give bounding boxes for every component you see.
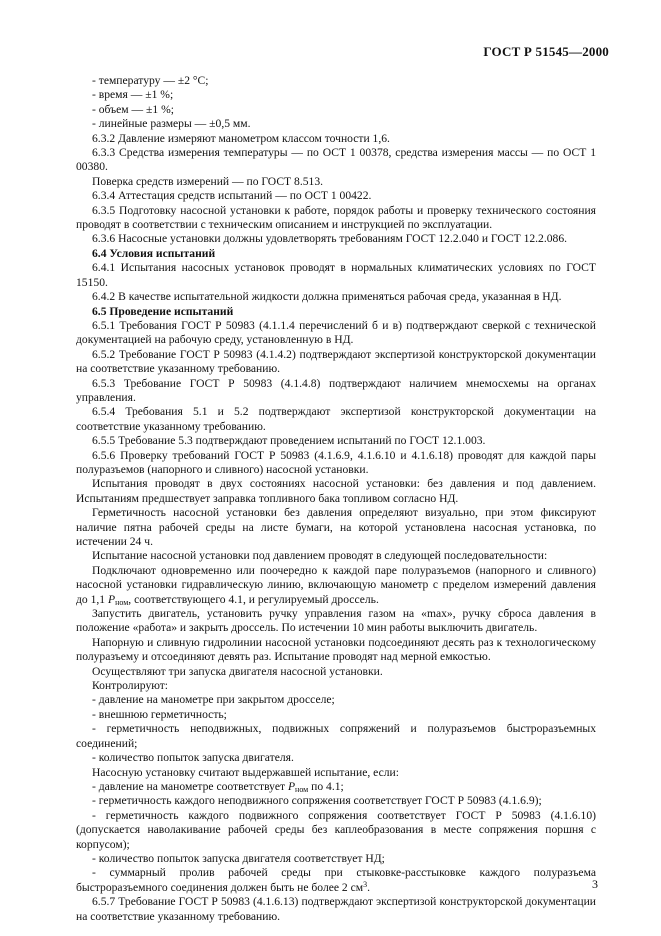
- clause-6-3-4: 6.3.4 Аттестация средств испытаний — по ОСТ 1 00422.: [92, 189, 372, 203]
- criteria-item: [76, 780, 596, 794]
- pressure-symbol: P: [287, 779, 296, 793]
- clause-6-5-6: 6.5.6 Проверку требований ГОСТ Р 50983 (4.1.6.9, 4.1.6.10 и 4.1.6.18) проводят для каждой пары полуразъемов (напорного и сливного) насосной установки.: [76, 448, 596, 476]
- section-heading-6-5: 6.5 Проведение испытаний: [92, 304, 234, 318]
- page-number: 3: [592, 877, 598, 891]
- connection-paragraph: [76, 564, 596, 607]
- criteria-text: - давление на манометре соответствует: [92, 779, 286, 793]
- standard-header: ГОСТ Р 51545—2000: [483, 44, 609, 59]
- control-intro: Контролируют:: [92, 679, 169, 693]
- pressure-subscript: ном: [115, 597, 129, 607]
- hydroline-paragraph: Напорную и сливную гидролинии насосной установки подсоединяют десять раз к технологическому полуразъему и отсоединяют девять раз. Испытание проводят над мерной емкостью.: [76, 635, 596, 664]
- pressure-subscript: ном: [295, 784, 309, 794]
- connection-text: Подключают одновременно или поочередно к каждой паре полуразъемов (напорного и сливного) насосной установки гидравлическую линию, включающую манометр с пределом измерений давления до 1,1: [76, 563, 596, 606]
- clause-6-5-5: 6.5.5 Требование 5.3 подтверждают проведением испытаний по ГОСТ 12.1.003.: [92, 434, 486, 448]
- criteria-item: - количество попыток запуска двигателя соответствует НД;: [92, 851, 385, 865]
- calibration-note: Поверка средств измерений — по ГОСТ 8.513.: [92, 174, 324, 188]
- clause-6-3-6: 6.3.6 Насосные установки должны удовлетворять требованиям ГОСТ 12.2.040 и ГОСТ 12.2.086.: [92, 232, 568, 246]
- tolerance-item: - температуру — ±2 °С;: [92, 74, 209, 87]
- tolerance-item: - линейные размеры — ±0,5 мм.: [92, 117, 251, 131]
- clause-6-4-1: 6.4.1 Испытания насосных установок проводят в нормальных климатических условиях по ГОСТ 15150.: [76, 261, 596, 289]
- clause-6-3-2: 6.3.2 Давление измеряют манометром классом точности 1,6.: [92, 131, 390, 145]
- engine-start-paragraph: Запустить двигатель, установить ручку управления газом на «max», ручку сброса давления в положение «работа» и закрыть дроссель. По истечении 10 мин работы выключить двигатель.: [76, 607, 596, 635]
- spill-text-end: .: [367, 880, 370, 894]
- engine-launch-paragraph: Осуществляют три запуска двигателя насосной установки.: [92, 664, 383, 678]
- clause-6-5-7: 6.5.7 Требование ГОСТ Р 50983 (4.1.6.13) подтверждают экспертизой конструкторской документации на соответствие указанному требованию.: [76, 895, 596, 923]
- control-item: - внешнюю герметичность;: [92, 707, 227, 721]
- clause-6-3-5: 6.3.5 Подготовку насосной установки к работе, порядок работы и проверку технического состояния проводят в соответствии с техническим описанием и инструкцией по эксплуатации.: [76, 203, 596, 232]
- clause-6-5-4: 6.5.4 Требования 5.1 и 5.2 подтверждают экспертизой конструкторской документации на соответствие указанному требованию.: [76, 405, 596, 433]
- criteria-intro: Насосную установку считают выдержавшей испытание, если:: [92, 765, 399, 779]
- connection-text-end: , соответствующего 4.1, и регулируемый дроссель.: [128, 592, 379, 606]
- clause-6-5-3: 6.5.3 Требование ГОСТ Р 50983 (4.1.4.8) подтверждают наличием мнемосхемы на органах управления.: [76, 376, 596, 404]
- clause-6-4-2: 6.4.2 В качестве испытательной жидкости должна применяться рабочая среда, указанная в НД.: [92, 290, 562, 304]
- control-item: - герметичность неподвижных, подвижных сопряжений и полуразъемов быстроразъемных соединений;: [76, 722, 596, 750]
- sequence-intro: Испытание насосной установки под давлением проводят в следующей последовательности:: [92, 549, 548, 563]
- clause-6-5-2: 6.5.2 Требование ГОСТ Р 50983 (4.1.4.2) подтверждают экспертизой конструкторской документации на соответствие указанному требованию.: [76, 347, 596, 376]
- tightness-paragraph: Герметичность насосной установки без давления определяют визуально, при этом фиксируют наличие пятна рабочей среды на листе бумаги, на которой установлена насосная установка, по истечении 24 ч.: [76, 506, 596, 548]
- tolerance-item: - время — ±1 %;: [92, 88, 174, 102]
- tolerance-item: - объем — ±1 %;: [92, 102, 174, 116]
- pressure-symbol: P: [108, 592, 116, 606]
- clause-6-3-3: 6.3.3 Средства измерения температуры — по ОСТ 1 00378, средства измерения массы — по ОСТ 1 00380.: [76, 146, 596, 174]
- cube-superscript: 3: [363, 879, 368, 889]
- control-item: - количество попыток запуска двигателя.: [92, 751, 294, 765]
- criteria-text-end: по 4.1;: [308, 779, 344, 793]
- test-states-paragraph: Испытания проводят в двух состояниях насосной установки: без давления и под давлением. Испытаниям предшествует заправка топливного бака топливом согласно НД.: [76, 477, 596, 505]
- control-item: - давление на манометре при закрытом дросселе;: [92, 693, 335, 707]
- section-heading-6-4: 6.4 Условия испытаний: [92, 246, 216, 260]
- spill-text: - суммарный пролив рабочей среды при стыковке-расстыковке каждого полуразъема быстроразъемного соединения должен быть не более 2 см: [76, 866, 596, 894]
- criteria-item: - герметичность каждого неподвижного сопряжения соответствует ГОСТ Р 50983 (4.1.6.9);: [92, 794, 542, 808]
- criteria-item: - герметичность каждого подвижного сопряжения соответствует ГОСТ Р 50983 (4.1.6.10) (допускается наволакивание рабочей среды без каплеобразования в месте сопряжения поршня с корпусом);: [76, 808, 596, 851]
- clause-6-5-1: 6.5.1 Требования ГОСТ Р 50983 (4.1.1.4 перечислений б и в) подтверждают сверкой с технической документацией на рабочую среду, установленную в НД.: [76, 318, 596, 347]
- criteria-item: [76, 866, 596, 895]
- document-body: [76, 74, 596, 924]
